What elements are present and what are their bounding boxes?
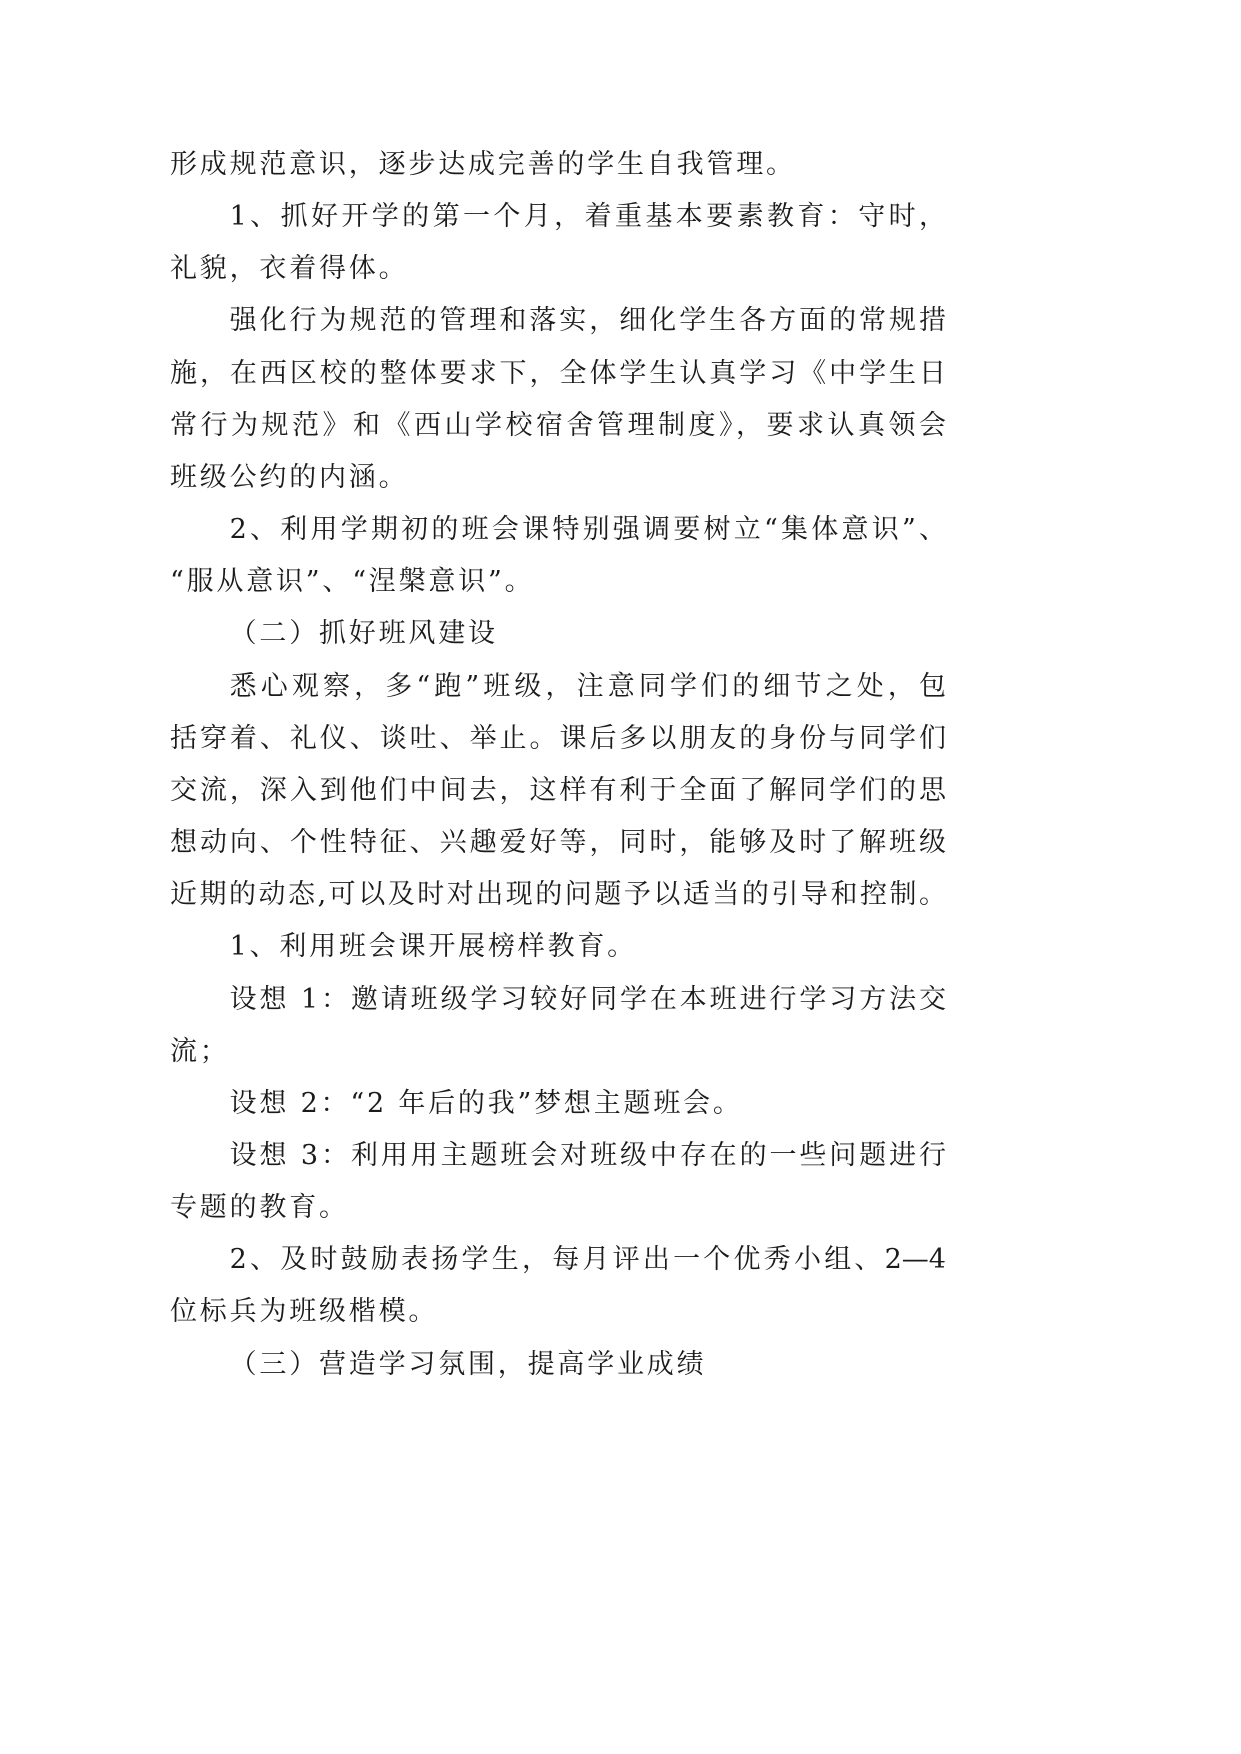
text-line: 设想 3：利用用主题班会对班级中存在的一些问题进行 — [229, 1139, 946, 1171]
text-line: 1、抓好开学的第一个月，着重基本要素教育：守时， — [229, 201, 946, 233]
text-line: 括穿着、礼仪、谈吐、举止。课后多以朋友的身份与同学们 — [170, 722, 946, 754]
section-heading: （三）营造学习氛围，提高学业成绩 — [229, 1348, 707, 1380]
text-line: “服从意识”、“涅槃意识”。 — [170, 566, 535, 598]
text-line: 强化行为规范的管理和落实，细化学生各方面的常规措 — [229, 305, 946, 337]
text-line: 2、利用学期初的班会课特别强调要树立“集体意识”、 — [229, 514, 946, 546]
text-line: 设想 1：邀请班级学习较好同学在本班进行学习方法交 — [229, 983, 946, 1015]
text-line: 施，在西区校的整体要求下，全体学生认真学习《中学生日 — [170, 357, 946, 389]
text-line: 交流，深入到他们中间去，这样有利于全面了解同学们的思 — [170, 774, 946, 806]
text-line: 常行为规范》和《西山学校宿舍管理制度》，要求认真领会 — [170, 409, 946, 441]
section-heading: （二）抓好班风建设 — [229, 618, 498, 650]
text-line: 悉心观察，多“跑”班级，注意同学们的细节之处，包 — [229, 670, 946, 702]
text-line: 流； — [170, 1035, 230, 1067]
text-line: 形成规范意识，逐步达成完善的学生自我管理。 — [170, 149, 796, 180]
text-line: 近期的动态,可以及时对出现的问题予以适当的引导和控制。 — [170, 879, 946, 911]
text-line: 1、利用班会课开展榜样教育。 — [229, 931, 637, 963]
text-line: 班级公约的内涵。 — [170, 461, 409, 493]
text-line: 想动向、个性特征、兴趣爱好等，同时，能够及时了解班级 — [170, 827, 946, 859]
text-line: 礼貌，衣着得体。 — [170, 253, 409, 285]
text-line: 位标兵为班级楷模。 — [170, 1296, 439, 1328]
text-line: 2、及时鼓励表扬学生，每月评出一个优秀小组、2—4 — [229, 1244, 946, 1276]
text-line: 专题的教育。 — [170, 1192, 349, 1224]
text-line: 设想 2：“2 年后的我”梦想主题班会。 — [229, 1087, 743, 1119]
document-page-body — [170, 139, 946, 1391]
